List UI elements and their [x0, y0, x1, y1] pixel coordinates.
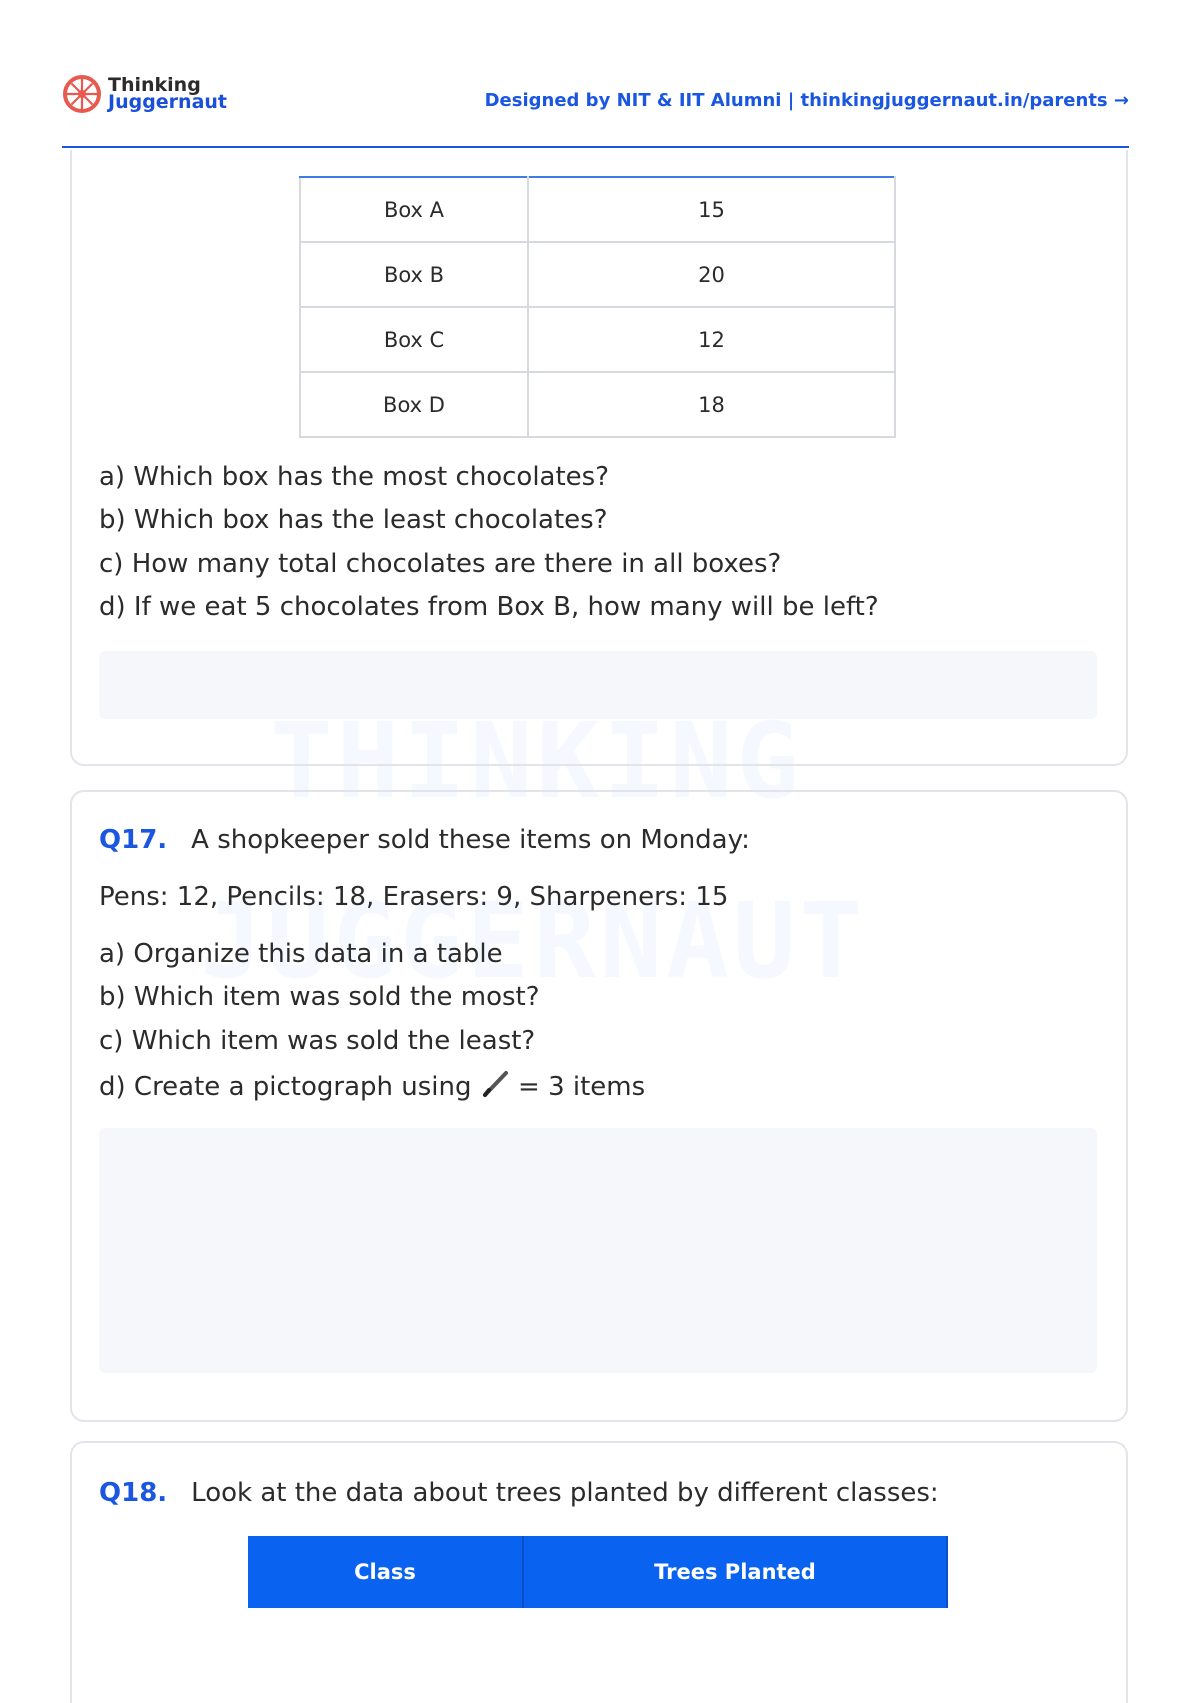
table-cell-box: Box D	[300, 372, 528, 437]
table-header-row	[248, 1536, 947, 1608]
logo-text-thinking: Thinking	[108, 74, 201, 96]
q17-part-d-suffix: = 3 items	[518, 1072, 646, 1102]
header-divider	[62, 146, 1129, 148]
logo-wheel-icon	[62, 74, 102, 114]
q17-part-d-prefix: d) Create a pictograph using	[99, 1072, 472, 1102]
q17-number: Q17.	[99, 825, 168, 855]
q17-part-b: b) Which item was sold the most?	[99, 982, 540, 1012]
q18-number: Q18.	[99, 1478, 168, 1508]
logo	[62, 74, 227, 114]
table-cell-count: 15	[528, 177, 895, 242]
q17-part-a: a) Organize this data in a table	[99, 939, 503, 969]
q16-part-a: a) Which box has the most chocolates?	[99, 462, 610, 492]
q16-part-d: d) If we eat 5 chocolates from Box B, how many will be left?	[99, 592, 879, 622]
table-row	[300, 177, 895, 242]
table-row	[300, 242, 895, 307]
q17-question	[99, 825, 750, 855]
table-cell-count: 18	[528, 372, 895, 437]
q16-part-b: b) Which box has the least chocolates?	[99, 505, 608, 535]
table-cell-box: Box C	[300, 307, 528, 372]
logo-text-juggernaut: Juggernaut	[108, 91, 228, 113]
q16-answer-area[interactable]	[99, 651, 1097, 719]
table-header-class: Class	[248, 1536, 523, 1608]
q17-part-c: c) Which item was sold the least?	[99, 1026, 536, 1056]
table-cell-box: Box A	[300, 177, 528, 242]
q18-question	[99, 1478, 939, 1508]
q17-answer-area[interactable]	[99, 1128, 1097, 1373]
q16-part-c: c) How many total chocolates are there in all boxes?	[99, 549, 782, 579]
q17-data-line: Pens: 12, Pencils: 18, Erasers: 9, Sharpeners: 15	[99, 882, 729, 912]
table-cell-count: 20	[528, 242, 895, 307]
table-row	[300, 372, 895, 437]
pencil-icon	[480, 1069, 510, 1099]
header-tagline-link[interactable]: Designed by NIT & IIT Alumni | thinkingjuggernaut.in/parents →	[484, 90, 1129, 111]
trees-table	[248, 1536, 948, 1608]
q17-part-d	[99, 1069, 645, 1102]
table-cell-count: 12	[528, 307, 895, 372]
page-header	[62, 70, 1129, 150]
table-cell-box: Box B	[300, 242, 528, 307]
chocolates-table	[299, 176, 896, 438]
q18-question-text: Look at the data about trees planted by different classes:	[191, 1478, 939, 1508]
table-header-trees-planted: Trees Planted	[523, 1536, 947, 1608]
q17-question-text: A shopkeeper sold these items on Monday:	[191, 825, 750, 855]
table-row	[300, 307, 895, 372]
